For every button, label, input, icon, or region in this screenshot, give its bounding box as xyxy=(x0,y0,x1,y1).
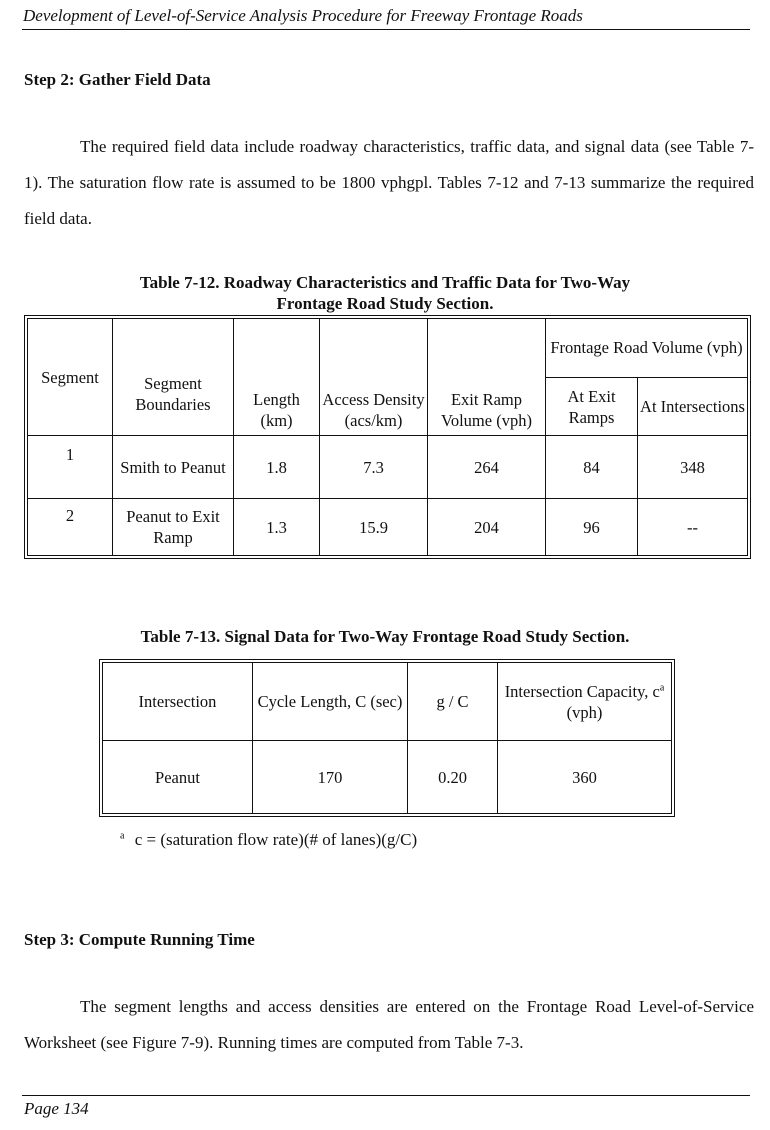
cell-intersection: Peanut xyxy=(103,741,253,814)
cell-segment: 2 xyxy=(28,499,113,556)
footer-rule xyxy=(22,1095,750,1096)
table2-caption: Table 7-13. Signal Data for Two-Way Frontage Road Study Section. xyxy=(140,627,630,646)
table-row xyxy=(28,499,748,556)
cell-at-exit-ramps: 96 xyxy=(546,499,638,556)
cell-exit-ramp-volume: 264 xyxy=(428,436,546,499)
capacity-superscript: a xyxy=(659,682,665,693)
cell-capacity: 360 xyxy=(498,741,672,814)
col-header-access-density: Access Density (acs/km) xyxy=(320,319,428,436)
header-rule xyxy=(22,29,750,30)
cell-at-intersections: 348 xyxy=(638,436,748,499)
table-row xyxy=(103,741,672,814)
page-number: Page 134 xyxy=(24,1099,89,1118)
cell-boundaries: Smith to Peanut xyxy=(113,436,234,499)
col-header-g-over-c: g / C xyxy=(408,663,498,741)
cell-segment: 1 xyxy=(28,436,113,499)
cell-exit-ramp-volume: 204 xyxy=(428,499,546,556)
footnote-text: c = (saturation flow rate)(# of lanes)(g/C) xyxy=(134,830,418,849)
col-header-intersection: Intersection xyxy=(103,663,253,741)
col-header-cycle-length: Cycle Length, C (sec) xyxy=(253,663,408,741)
cell-boundaries: Peanut to Exit Ramp xyxy=(113,499,234,556)
step2-paragraph: The required field data include roadway characteristics, traffic data, and signal data (see Table 7-1). The saturation flow rate is assumed to be 1800 vphgpl. Tables 7-12 and 7-13 summarize the required field data. xyxy=(24,137,754,228)
roadway-table xyxy=(24,315,751,559)
table1-caption-line2: Frontage Road Study Section. xyxy=(276,294,494,313)
cell-length: 1.8 xyxy=(234,436,320,499)
cell-at-intersections: -- xyxy=(638,499,748,556)
table-row xyxy=(28,436,748,499)
col-header-length: Length (km) xyxy=(234,319,320,436)
col-header-at-intersections: At Intersections xyxy=(638,377,748,436)
cell-length: 1.3 xyxy=(234,499,320,556)
step3-heading: Step 3: Compute Running Time xyxy=(24,930,255,949)
table1-caption-line1: Table 7-12. Roadway Characteristics and Traffic Data for Two-Way xyxy=(139,273,631,292)
step2-heading: Step 2: Gather Field Data xyxy=(24,70,211,89)
capacity-label: Intersection Capacity, c xyxy=(504,681,660,701)
col-header-frontage-road-volume: Frontage Road Volume (vph) xyxy=(546,319,748,378)
table2-footnote xyxy=(120,830,417,850)
cell-access-density: 7.3 xyxy=(320,436,428,499)
cell-g-over-c: 0.20 xyxy=(408,741,498,814)
col-header-at-exit-ramps: At Exit Ramps xyxy=(546,377,638,436)
col-header-boundaries: Segment Boundaries xyxy=(113,319,234,436)
col-header-exit-ramp-volume: Exit Ramp Volume (vph) xyxy=(428,319,546,436)
col-header-intersection-capacity xyxy=(498,663,672,741)
footnote-marker: a xyxy=(120,830,125,842)
signal-table xyxy=(99,659,675,817)
cell-at-exit-ramps: 84 xyxy=(546,436,638,499)
cell-cycle-length: 170 xyxy=(253,741,408,814)
cell-access-density: 15.9 xyxy=(320,499,428,556)
capacity-unit: (vph) xyxy=(566,702,603,722)
running-header: Development of Level-of-Service Analysis Procedure for Freeway Frontage Roads xyxy=(23,6,583,25)
step3-paragraph: The segment lengths and access densities are entered on the Frontage Road Level-of-Service Worksheet (see Figure 7-9). Running times are computed from Table 7-3. xyxy=(24,997,754,1052)
col-header-segment: Segment xyxy=(28,319,113,436)
